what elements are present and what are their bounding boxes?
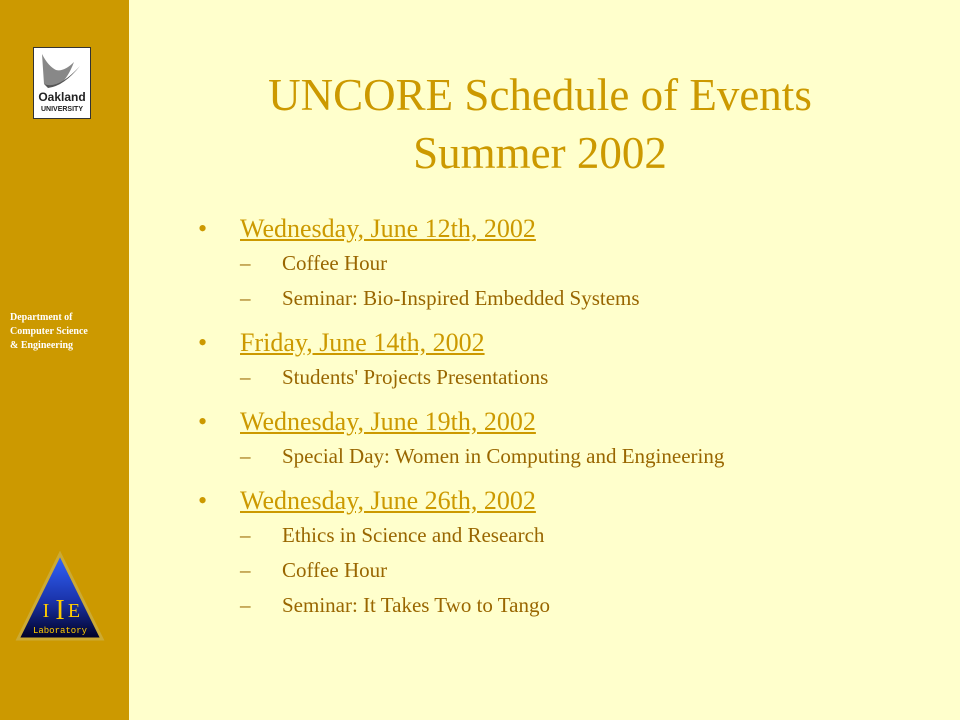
lab-word: Laboratory xyxy=(32,626,88,636)
event-date-link[interactable]: Wednesday, June 12th, 2002 xyxy=(240,214,536,243)
lab-letter-1: I xyxy=(42,600,50,622)
dash-marker: – xyxy=(240,444,251,468)
sub-item-text: Coffee Hour xyxy=(282,558,388,582)
department-label xyxy=(10,311,125,353)
oakland-university-logo xyxy=(33,47,91,119)
title-line-1: UNCORE Schedule of Events xyxy=(268,70,812,120)
oakland-logo-graphic xyxy=(34,48,90,118)
slide-title xyxy=(160,66,920,182)
event-header xyxy=(198,214,938,251)
event-header xyxy=(198,407,938,444)
event-header xyxy=(198,486,938,523)
sidebar xyxy=(0,0,129,720)
sub-item xyxy=(198,593,938,628)
logo-top-text: Oakland xyxy=(38,90,86,104)
sub-item xyxy=(198,523,938,558)
sub-item-text: Ethics in Science and Research xyxy=(282,523,545,547)
sub-item xyxy=(198,286,938,321)
department-line-2: Computer Science xyxy=(10,326,88,337)
sub-item xyxy=(198,251,938,286)
bullet-marker: • xyxy=(198,214,208,243)
event-item xyxy=(198,407,938,479)
event-header xyxy=(198,328,938,365)
sub-item-text: Coffee Hour xyxy=(282,251,388,275)
sub-item xyxy=(198,558,938,593)
lab-letter-2: I xyxy=(55,595,65,626)
sub-item-text: Seminar: It Takes Two to Tango xyxy=(282,593,550,617)
dash-marker: – xyxy=(240,523,251,547)
iie-laboratory-logo xyxy=(14,551,106,643)
event-date-link[interactable]: Wednesday, June 26th, 2002 xyxy=(240,486,536,515)
bullet-marker: • xyxy=(198,407,208,436)
dash-marker: – xyxy=(240,593,251,617)
department-line-3: & Engineering xyxy=(10,340,74,351)
sub-item xyxy=(198,365,938,400)
bullet-marker: • xyxy=(198,328,208,357)
dash-marker: – xyxy=(240,286,251,310)
dash-marker: – xyxy=(240,558,251,582)
bullet-marker: • xyxy=(198,486,208,515)
sub-item-text: Seminar: Bio-Inspired Embedded Systems xyxy=(282,286,640,310)
title-line-2: Summer 2002 xyxy=(413,128,667,178)
dash-marker: – xyxy=(240,365,251,389)
event-item xyxy=(198,214,938,321)
lab-letter-3: E xyxy=(67,600,81,622)
logo-bottom-text: UNIVERSITY xyxy=(40,106,84,113)
event-date-link[interactable]: Wednesday, June 19th, 2002 xyxy=(240,407,536,436)
dash-marker: – xyxy=(240,251,251,275)
sub-item xyxy=(198,444,938,479)
event-item xyxy=(198,328,938,400)
sub-item-text: Students' Projects Presentations xyxy=(282,365,549,389)
event-list xyxy=(198,214,938,628)
department-line-1: Department of xyxy=(10,312,73,323)
event-item xyxy=(198,486,938,628)
event-date-link[interactable]: Friday, June 14th, 2002 xyxy=(240,328,485,357)
iie-triangle-graphic xyxy=(14,551,106,643)
sub-item-text: Special Day: Women in Computing and Engineering xyxy=(282,444,725,468)
